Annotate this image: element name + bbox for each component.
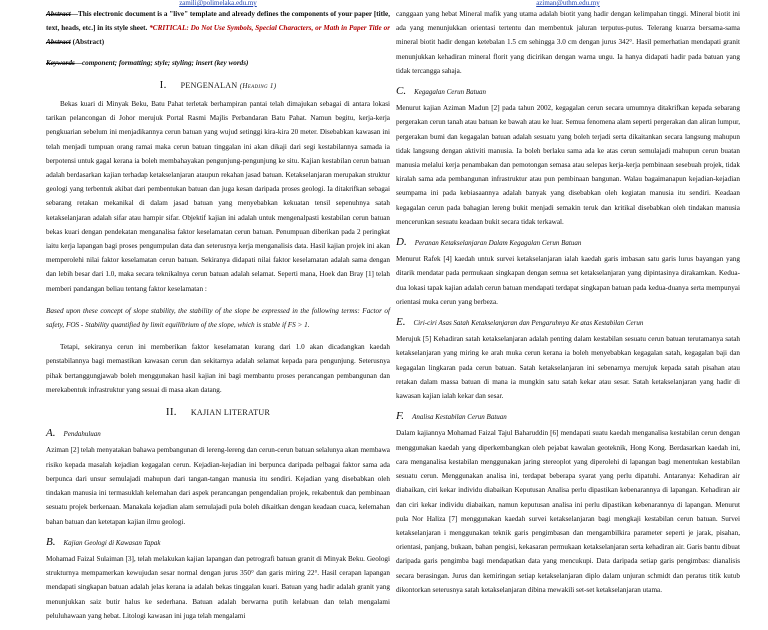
section-d-letter: D. (396, 236, 407, 249)
section-f-paragraph: Dalam kajiannya Mohamad Faizal Tajul Baharuddin [6] mendapati suatu kaedah menganalisa kestabilan cerun dengan menggunakan kaedah yang diperkembangkan oleh pejabat kawalan geoteknik, Hong Kong. Berdasarkan kaedah ini, cara menganalisa kestabilan menggunakan jaring stereoplot yang diperolehi di lapangan bagi menentukan kestabilan sesuatu cerun. Menggunakan analisa ini, terdapat beberapa syarat yang perlu dipatuhi. Antaranya: Kehadiran air diabaikan, ciri kekar individu diabaikan Keputusan Analisa perlu dipastikan kebenarannya di lapangan. Kehadiran air dan ciri kekar individu diabaikan, namun keputusan analisa ini perlu dipastikan kebenarannya di lapangan. Menurut pula Nor Haliza [7] menggunakan kaedah survei ketakselanjaran bagi mengkaji kestabilan cerun batuan. Survei ketakselanjaran i menggunakan teknik garis pengimbasan dan mengambilkira parameter seperti je jarak, pisahan, orientasi, panjang, bukaan, bahan pengisi, kekasaran permukaan ketakselanjaran serta kehadiran air. Garis bantu dibuat daripada garis pengimba bagi mendapatkan data yang mencukupi. Data daripada setiap garis pengimbas: dianalisis secara berasingan. Jurus dan kemiringan setiap ketakselanjaran diplo dalam unjuran schmidt dan peratus titik kutub dikontorkan seterusnya satah ketakselanjaran dibina mewakili set-set ketakselanjaran utama. (396, 429, 740, 594)
abstract-warning: *CRITICAL: Do Not Use Symbols, Special Characters, or Math in Paper Title or (149, 24, 390, 33)
section-b-paragraph: Mohamad Faizal Sulaiman [3], telah melakukan kajian lapangan dan petrografi batuan granit di Minyak Beku. Geologi strukturnya mempamerkan kewujudan sesar normal dengan jurus 350° dan garis miring 22°. Hasil cerapan lapangan mendapati singkapan batuan adalah jelas kerana ia adalah bekas tinggalan kuari. Batuan yang hadir adalah granit yang menunjukkan saiz butir halus ke sederhana. Batuan adalah berwarna putih kelabuan dan telah mengalami peluluhawaan yang hebat. Litologi kawasan ini juga telah mengalami (46, 554, 390, 620)
section-1-title: PENGENALAN (180, 80, 238, 90)
section-c-title: Kegagalan Cerun Batuan (414, 88, 487, 97)
section-1-paragraph-1: Bekas kuari di Minyak Beku, Batu Pahat terletak berhampiran pantai telah dimajukan sebagai di antara lokasi tarikan pelancongan di Johor merujuk Portal Rasmi Majlis Perbandaran Batu Pahat. Namun begitu, kerja-kerja pengkuarian sebelum ini menjadikannya cerun batuan yang wujud setinggi kira-kira 20 meter. Disebabkan kawasan ini telah menjadi tumpuan orang ramai maka cerun batuan tinggalan ini akan dikaji dari segi kestabilannya samada ia berpotensi untuk gagal kerana ia boleh membahayakan pengunjung-pengunjung ke situ. Kajian kestabilan cerun batuan adalah berdasarkan kajian terhadap ketakselanjaran ataupun rekahan jasad batuan. Ketakselanjaran merupakan struktur geologi yang terbentuk akibat dari pembentukan batuan dan juga kesan daripada proses geologi. Ia ditakrifkan sebagai sebarang retakan mekanikal di dalam jasad batuan yang menyebabkan kekuatan tensil sepenuhnya satah ketakselanjaran adalah sifar atau hampir sifar. Objektif kajian ini adalah untuk mengenalpasti kestabilan cerun batuan bekas kuari dengan pendekatan menganalisa faktor keselamatan cerun batuan. Penumpuan diberikan pada 2 peringkat iaitu kerja lapangan bagi proses pengumpulan data dan seterusnya kerja menganalisis data. Hasil kajian projek ini akan memperolehi nilai faktor keselamatan cerun batuan. Sekiranya didapati nilai faktor keselamatan adalah sama dengan dan lebih besar dari 1.0, maka secara teknikalnya cerun batuan adalah selamat. Seperti mana, Hoek dan Bray [1] telah memberi pandangan beliau tentang faktor keselamatan : (46, 100, 390, 293)
section-2-heading (46, 405, 390, 420)
section-2-number: II. (165, 406, 177, 419)
keywords-text: —component; formatting; style; styling; insert (key words) (74, 58, 249, 67)
email-right-link[interactable]: aziman@uthm.edu.my (536, 0, 600, 7)
section-1-quote: Based upon these concept of slope stability, the stability of the slope be expressed in the following terms: Factor of safety, FOS - Stability quantified by limit equilibrium of the slope, which is stable if FS > 1. (46, 306, 390, 330)
section-d-paragraph: Menurut Rafek [4] kaedah untuk survei ketakselanjaran ialah kaedah garis imbasan satu garis lurus bayangan yang ditarik mendatar pada permukaan singkapan dengan semua set ketakselanjaran yang dipintasinya dirakamkan. Kedua-dua lokasi tapak kajian adalah cerun batuan mendapati terdapat singkapan batuan pada kedua-duanya serta mempunyai orientasi muka cerun yang berbeza. (396, 255, 740, 306)
section-1-number: I. (159, 78, 167, 91)
abstract-tail: (Abstract) (72, 38, 105, 47)
section-a-title: Pendahuluan (63, 430, 101, 439)
right-top-paragraph: canggaan yang hebat Mineral mafik yang utama adalah biotit yang hadir dengan kelimpahan tinggi. Mineral biotit ini ada yang menunjukkan orientasi tertentu dan membentuk jaluran terputus-putus. Telerang kuarza bersama-sama mineral biotit hadir dengan ketebalan 1.5 cm sehingga 3.0 cm dengan jurus 342°. Hasil pemerhatian mendapati granit menunjukkan kehadiran mineral florit yang dicirikan dengan warna ungu. Ia hanya didapati hadir pada batuan yang tidak tercangga sahaja. (396, 10, 740, 75)
section-1-paragraph-2: Tetapi, sekiranya cerun ini memberikan faktor keselamatan kurang dari 1.0 akan dicadangkan kaedah penstabilannya bagi memastikan kawasan cerun dan sekitarnya adalah selamat kepada para pengunjung. Seterusnya pihak bertanggungjawab boleh menggunakan hasil kajian ini bagi membantu proses perancangan pembangunan dan merekabentuk infrastruktur yang sesuai di masa akan datang. (46, 343, 390, 394)
keywords-label: Keywords (46, 58, 75, 67)
abstract-label-2: Abstract (46, 38, 71, 47)
section-e-heading (396, 315, 740, 330)
section-b-letter: B. (46, 535, 56, 548)
section-b-heading (46, 535, 390, 550)
section-e-paragraph: Merujuk [5] Kehadiran satah ketakselanjaran adalah penting dalam kestabilan sesuatu cerun batuan terutamanya satah ketakselanjaran yang miring ke arah muka cerun kerana ia boleh menyebabkan kegagalan satah, kegagalan baji dan kegagalan lingkaran pada cerun batuan. Satah ketakselanjaran ini sebenarnya merujuk kepada satah pisahan atau retakan dalam massa batuan di mana ia mungkin satu satah kekar atau sesar. Satah ketakselanjaran yang hadir di kawasan kajian ialah kekar dan sesar. (396, 335, 740, 401)
section-a-paragraph: Aziman [2] telah menyatakan bahawa pembangunan di lereng-lereng dan cerun-cerun batuan selalunya akan membawa risiko kepada masalah kejadian kegagalan cerun. Kejadian-kejadian ini berpunca daripada pelbagai faktor sama ada berpunca dari unsur semulajadi mahupun dari tangan-tangan manusia itu sendiri. Kejadian yang disebabkan oleh tindakan manusia ini termasuklah kelemahan dari aspek perancangan pengendalian projek, rekabentuk dan pembinaan sesuatu projek berkenaan. Manakala kejadian alam semulajadi pula boleh dikaitkan dengan keadaan cuaca, kelemahan bahan batuan dan ketetapan kajian ilmu geologi. (46, 446, 390, 526)
keywords (46, 56, 390, 70)
section-c-heading (396, 84, 740, 99)
section-b-title: Kajian Geologi di Kawasan Tapak (63, 538, 161, 547)
abstract (46, 7, 390, 50)
right-column (396, 0, 740, 597)
section-c-paragraph: Menurut kajian Aziman Madun [2] pada tahun 2002, kegagalan cerun secara umumnya ditakrifkan kepada sebarang pergerakan cerun tanah atau batuan ke bawah atau ke luar. Semua fenomena alam seperti pergerakan dan aliran lumpur, pergerakan bumi dan kegagalan batuan adalah sesuatu yang boleh terjadi serta dikaitankan secara langsung mahupun tidak langsung dengan aktiviti manusia. Ia boleh berlaku sama ada ke atas cerun semulajadi mahupun cerun buatan manusia melalui kerja penambakan dan pemotongan semasa atau selepas kerja-kerja pembinaan sesebuah projek, tidak kiralah sama ada pembangunan infrastruktur atau pun pembinaan bangunan. Walau bagaimanapun kejadian-kejadian seumpama ini pada kebiasaannya adalah banyak yang disebabkan oleh kegiatan manusia itu sendiri. Keadaan kegagalan cerun pada bahagian lereng bukit menjadi semakin teruk dan kritikal disebabkan oleh tindakan manusia mencerunkan sesuatu keadaan bukit secara tidak terkawal. (396, 104, 740, 226)
email-left-link[interactable]: zamili@polimelaka.edu.my (179, 0, 257, 7)
section-a-heading (46, 426, 390, 441)
section-f-heading (396, 409, 740, 424)
section-2-title: KAJIAN LITERATUR (190, 408, 271, 418)
section-1-heading (46, 78, 390, 93)
section-e-letter: E. (396, 316, 406, 329)
abstract-text: —This electronic document is a "live" template and already defines the components of your paper [title, text, heads, etc.] in its style sheet. (46, 10, 390, 33)
section-c-letter: C. (396, 85, 407, 98)
section-d-title: Peranan Ketakselanjaran Dalam Kegagalan Cerun Batuan (414, 239, 582, 248)
section-f-title: Analisa Kestabilan Cerun Batuan (412, 413, 507, 422)
section-a-letter: A. (46, 427, 56, 440)
section-f-letter: F. (396, 410, 405, 423)
section-d-heading (396, 235, 740, 250)
abstract-label: Abstract (46, 10, 71, 18)
left-column (46, 0, 390, 623)
section-1-sub: (Heading 1) (239, 81, 277, 90)
section-e-title: Ciri-ciri Asas Satah Ketakselanjaran dan Pengaruhnya Ke atas Kestabilan Cerun (413, 319, 644, 328)
